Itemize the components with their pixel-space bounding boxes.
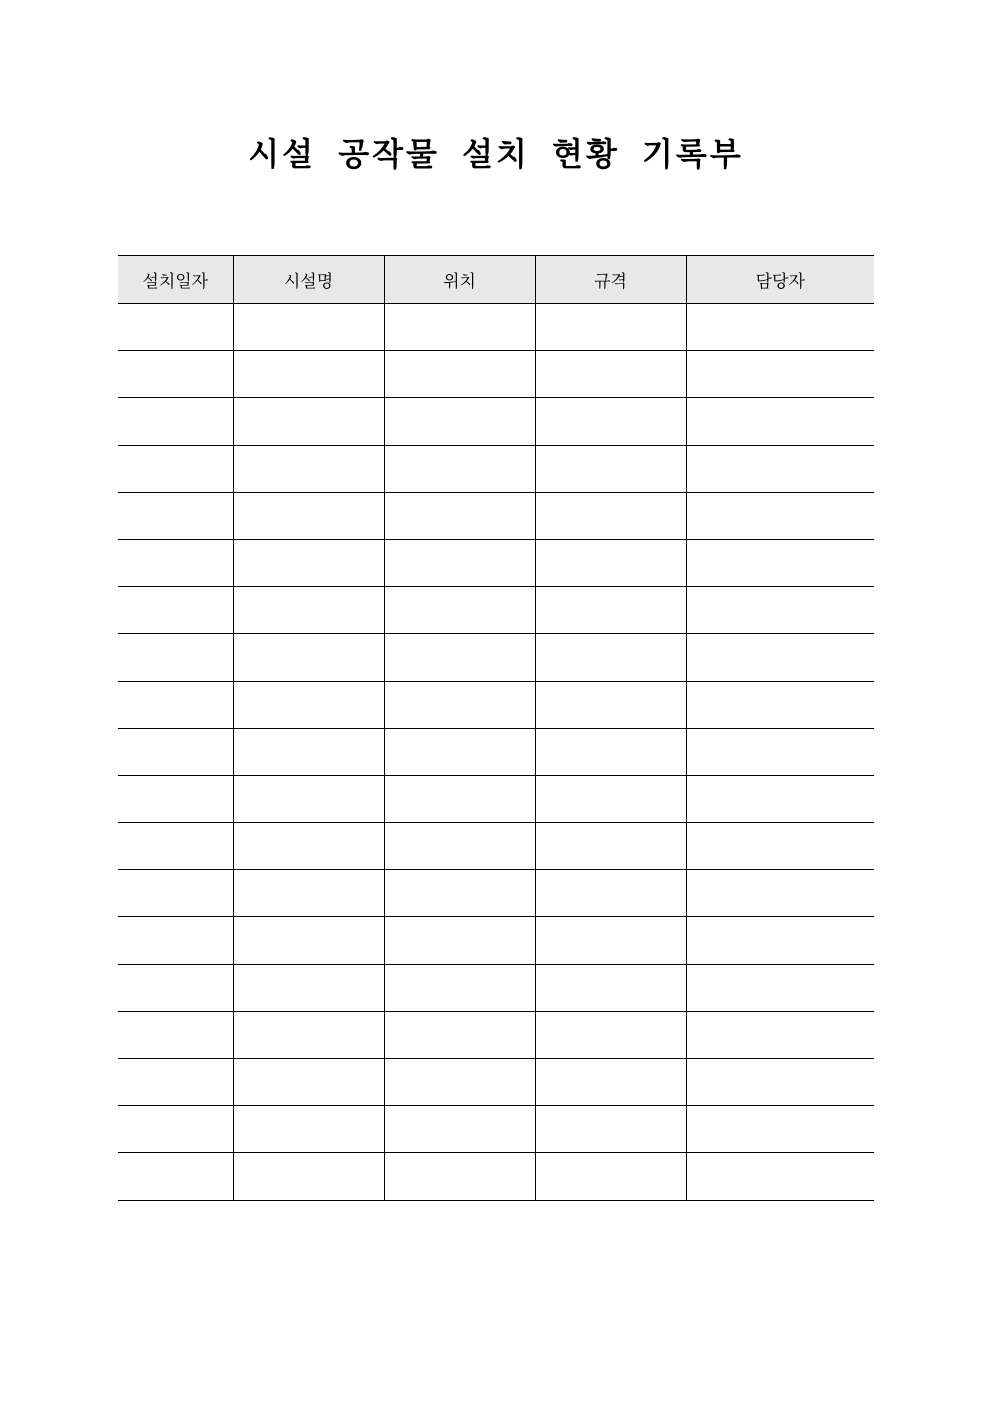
facility-name-cell[interactable] xyxy=(233,304,384,351)
column-header-person-in-charge: 담당자 xyxy=(686,256,874,304)
location-cell[interactable] xyxy=(384,1153,535,1200)
install-date-cell[interactable] xyxy=(118,1059,233,1106)
table-row xyxy=(118,398,874,445)
person-in-charge-cell[interactable] xyxy=(686,681,874,728)
specification-cell[interactable] xyxy=(535,634,686,681)
column-header-specification: 규격 xyxy=(535,256,686,304)
specification-cell[interactable] xyxy=(535,728,686,775)
install-date-cell[interactable] xyxy=(118,445,233,492)
location-cell[interactable] xyxy=(384,823,535,870)
install-date-cell[interactable] xyxy=(118,728,233,775)
table-row xyxy=(118,304,874,351)
install-date-cell[interactable] xyxy=(118,539,233,586)
facility-name-cell[interactable] xyxy=(233,1059,384,1106)
facility-name-cell[interactable] xyxy=(233,1011,384,1058)
person-in-charge-cell[interactable] xyxy=(686,775,874,822)
facility-name-cell[interactable] xyxy=(233,823,384,870)
location-cell[interactable] xyxy=(384,775,535,822)
facility-name-cell[interactable] xyxy=(233,681,384,728)
specification-cell[interactable] xyxy=(535,351,686,398)
table-row xyxy=(118,445,874,492)
specification-cell[interactable] xyxy=(535,1011,686,1058)
facility-name-cell[interactable] xyxy=(233,775,384,822)
specification-cell[interactable] xyxy=(535,445,686,492)
facility-name-cell[interactable] xyxy=(233,587,384,634)
table-row xyxy=(118,1106,874,1153)
specification-cell[interactable] xyxy=(535,870,686,917)
specification-cell[interactable] xyxy=(535,587,686,634)
install-date-cell[interactable] xyxy=(118,634,233,681)
facility-name-cell[interactable] xyxy=(233,870,384,917)
specification-cell[interactable] xyxy=(535,1153,686,1200)
location-cell[interactable] xyxy=(384,587,535,634)
install-date-cell[interactable] xyxy=(118,964,233,1011)
install-date-cell[interactable] xyxy=(118,1106,233,1153)
table-row xyxy=(118,728,874,775)
install-date-cell[interactable] xyxy=(118,681,233,728)
specification-cell[interactable] xyxy=(535,917,686,964)
table-row xyxy=(118,917,874,964)
specification-cell[interactable] xyxy=(535,1106,686,1153)
person-in-charge-cell[interactable] xyxy=(686,445,874,492)
install-date-cell[interactable] xyxy=(118,1011,233,1058)
person-in-charge-cell[interactable] xyxy=(686,728,874,775)
facility-name-cell[interactable] xyxy=(233,1153,384,1200)
specification-cell[interactable] xyxy=(535,681,686,728)
specification-cell[interactable] xyxy=(535,398,686,445)
table-row xyxy=(118,634,874,681)
location-cell[interactable] xyxy=(384,539,535,586)
install-date-cell[interactable] xyxy=(118,587,233,634)
table-row xyxy=(118,492,874,539)
facility-name-cell[interactable] xyxy=(233,539,384,586)
install-date-cell[interactable] xyxy=(118,398,233,445)
location-cell[interactable] xyxy=(384,304,535,351)
install-date-cell[interactable] xyxy=(118,870,233,917)
person-in-charge-cell[interactable] xyxy=(686,1011,874,1058)
location-cell[interactable] xyxy=(384,398,535,445)
facility-name-cell[interactable] xyxy=(233,445,384,492)
facility-name-cell[interactable] xyxy=(233,1106,384,1153)
location-cell[interactable] xyxy=(384,634,535,681)
location-cell[interactable] xyxy=(384,728,535,775)
facility-name-cell[interactable] xyxy=(233,398,384,445)
person-in-charge-cell[interactable] xyxy=(686,1153,874,1200)
table-row xyxy=(118,1153,874,1200)
facility-name-cell[interactable] xyxy=(233,728,384,775)
person-in-charge-cell[interactable] xyxy=(686,492,874,539)
person-in-charge-cell[interactable] xyxy=(686,1059,874,1106)
page-title: 시설 공작물 설치 현황 기록부 xyxy=(248,135,744,173)
person-in-charge-cell[interactable] xyxy=(686,870,874,917)
table-row xyxy=(118,1059,874,1106)
facility-name-cell[interactable] xyxy=(233,351,384,398)
install-date-cell[interactable] xyxy=(118,1153,233,1200)
table-row xyxy=(118,964,874,1011)
install-date-cell[interactable] xyxy=(118,917,233,964)
install-date-cell[interactable] xyxy=(118,304,233,351)
install-date-cell[interactable] xyxy=(118,775,233,822)
install-date-cell[interactable] xyxy=(118,492,233,539)
person-in-charge-cell[interactable] xyxy=(686,917,874,964)
install-date-cell[interactable] xyxy=(118,351,233,398)
location-cell[interactable] xyxy=(384,964,535,1011)
record-table xyxy=(118,255,874,1201)
person-in-charge-cell[interactable] xyxy=(686,304,874,351)
person-in-charge-cell[interactable] xyxy=(686,823,874,870)
person-in-charge-cell[interactable] xyxy=(686,539,874,586)
location-cell[interactable] xyxy=(384,351,535,398)
person-in-charge-cell[interactable] xyxy=(686,398,874,445)
location-cell[interactable] xyxy=(384,917,535,964)
specification-cell[interactable] xyxy=(535,1059,686,1106)
specification-cell[interactable] xyxy=(535,492,686,539)
location-cell[interactable] xyxy=(384,1106,535,1153)
table-row xyxy=(118,823,874,870)
facility-name-cell[interactable] xyxy=(233,634,384,681)
person-in-charge-cell[interactable] xyxy=(686,587,874,634)
column-header-install-date: 설치일자 xyxy=(118,256,233,304)
specification-cell[interactable] xyxy=(535,539,686,586)
facility-name-cell[interactable] xyxy=(233,917,384,964)
specification-cell[interactable] xyxy=(535,823,686,870)
specification-cell[interactable] xyxy=(535,775,686,822)
column-header-location: 위치 xyxy=(384,256,535,304)
person-in-charge-cell[interactable] xyxy=(686,634,874,681)
table-row xyxy=(118,870,874,917)
person-in-charge-cell[interactable] xyxy=(686,1106,874,1153)
facility-name-cell[interactable] xyxy=(233,492,384,539)
location-cell[interactable] xyxy=(384,681,535,728)
person-in-charge-cell[interactable] xyxy=(686,964,874,1011)
table-row xyxy=(118,539,874,586)
table-row xyxy=(118,681,874,728)
table-body xyxy=(118,304,874,1201)
specification-cell[interactable] xyxy=(535,304,686,351)
facility-name-cell[interactable] xyxy=(233,964,384,1011)
table-row xyxy=(118,775,874,822)
location-cell[interactable] xyxy=(384,870,535,917)
table-row xyxy=(118,1011,874,1058)
location-cell[interactable] xyxy=(384,1011,535,1058)
table-row xyxy=(118,587,874,634)
location-cell[interactable] xyxy=(384,492,535,539)
column-header-facility-name: 시설명 xyxy=(233,256,384,304)
specification-cell[interactable] xyxy=(535,964,686,1011)
location-cell[interactable] xyxy=(384,445,535,492)
table-header-row xyxy=(118,256,874,304)
table-row xyxy=(118,351,874,398)
person-in-charge-cell[interactable] xyxy=(686,351,874,398)
location-cell[interactable] xyxy=(384,1059,535,1106)
install-date-cell[interactable] xyxy=(118,823,233,870)
